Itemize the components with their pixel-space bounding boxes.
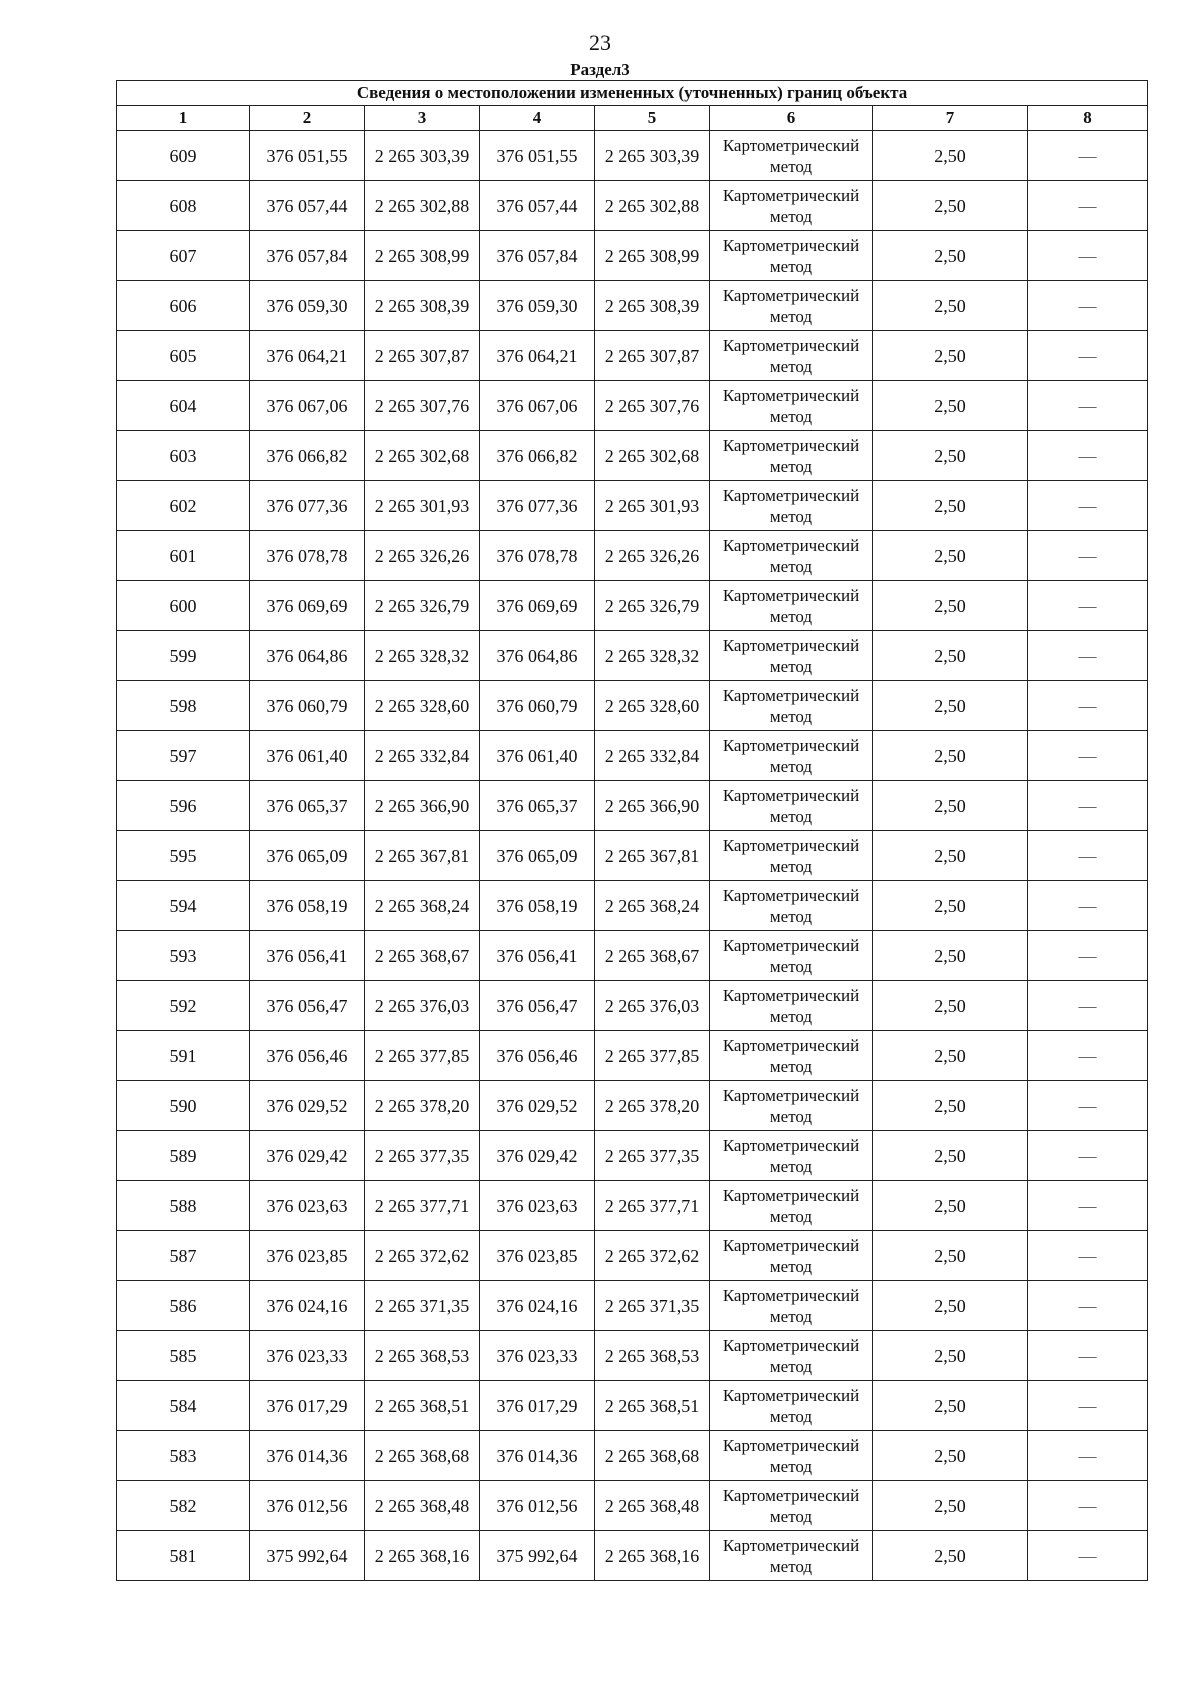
cell-y-coordinate-old: 2 265 368,24: [365, 881, 480, 931]
cell-accuracy: 2,50: [873, 131, 1028, 181]
cell-accuracy: 2,50: [873, 1381, 1028, 1431]
table-row: [117, 1081, 1148, 1131]
cell-x-coordinate-old: 376 056,46: [250, 1031, 365, 1081]
cell-accuracy: 2,50: [873, 581, 1028, 631]
cell-accuracy: 2,50: [873, 981, 1028, 1031]
cell-point-number: 597: [117, 731, 250, 781]
cell-note: —: [1028, 181, 1148, 231]
cell-accuracy: 2,50: [873, 1431, 1028, 1481]
cell-point-number: 592: [117, 981, 250, 1031]
cell-accuracy: 2,50: [873, 931, 1028, 981]
cell-note: —: [1028, 1481, 1148, 1531]
cell-note: —: [1028, 131, 1148, 181]
cell-x-coordinate-new: 376 065,37: [480, 781, 595, 831]
cell-y-coordinate-new: 2 265 368,51: [595, 1381, 710, 1431]
cell-method: Картометрический метод: [710, 481, 873, 531]
cell-x-coordinate-old: 375 992,64: [250, 1531, 365, 1581]
cell-x-coordinate-old: 376 061,40: [250, 731, 365, 781]
cell-x-coordinate-old: 376 056,47: [250, 981, 365, 1031]
cell-point-number: 609: [117, 131, 250, 181]
cell-note: —: [1028, 431, 1148, 481]
cell-point-number: 582: [117, 1481, 250, 1531]
cell-accuracy: 2,50: [873, 1131, 1028, 1181]
cell-y-coordinate-old: 2 265 368,68: [365, 1431, 480, 1481]
cell-y-coordinate-new: 2 265 372,62: [595, 1231, 710, 1281]
cell-accuracy: 2,50: [873, 1481, 1028, 1531]
table-row: [117, 131, 1148, 181]
cell-point-number: 589: [117, 1131, 250, 1181]
boundaries-table: [116, 80, 1148, 1581]
cell-method: Картометрический метод: [710, 1181, 873, 1231]
cell-x-coordinate-new: 376 023,33: [480, 1331, 595, 1381]
cell-y-coordinate-new: 2 265 328,60: [595, 681, 710, 731]
cell-y-coordinate-new: 2 265 377,85: [595, 1031, 710, 1081]
cell-note: —: [1028, 1081, 1148, 1131]
cell-y-coordinate-old: 2 265 326,79: [365, 581, 480, 631]
cell-x-coordinate-old: 376 060,79: [250, 681, 365, 731]
cell-method: Картометрический метод: [710, 1231, 873, 1281]
cell-note: —: [1028, 1431, 1148, 1481]
cell-y-coordinate-old: 2 265 366,90: [365, 781, 480, 831]
cell-method: Картометрический метод: [710, 181, 873, 231]
cell-method: Картометрический метод: [710, 281, 873, 331]
cell-x-coordinate-old: 376 056,41: [250, 931, 365, 981]
cell-accuracy: 2,50: [873, 431, 1028, 481]
cell-y-coordinate-new: 2 265 308,99: [595, 231, 710, 281]
cell-method: Картометрический метод: [710, 1031, 873, 1081]
cell-accuracy: 2,50: [873, 631, 1028, 681]
table-row: [117, 1331, 1148, 1381]
cell-y-coordinate-old: 2 265 376,03: [365, 981, 480, 1031]
cell-x-coordinate-new: 376 064,86: [480, 631, 595, 681]
cell-y-coordinate-old: 2 265 368,67: [365, 931, 480, 981]
cell-y-coordinate-old: 2 265 302,88: [365, 181, 480, 231]
cell-x-coordinate-new: 376 051,55: [480, 131, 595, 181]
cell-y-coordinate-old: 2 265 377,71: [365, 1181, 480, 1231]
cell-method: Картометрический метод: [710, 381, 873, 431]
cell-x-coordinate-new: 376 066,82: [480, 431, 595, 481]
cell-accuracy: 2,50: [873, 1181, 1028, 1231]
table-row: [117, 231, 1148, 281]
cell-point-number: 606: [117, 281, 250, 331]
cell-y-coordinate-new: 2 265 376,03: [595, 981, 710, 1031]
cell-y-coordinate-old: 2 265 303,39: [365, 131, 480, 181]
cell-y-coordinate-old: 2 265 368,53: [365, 1331, 480, 1381]
cell-y-coordinate-old: 2 265 368,16: [365, 1531, 480, 1581]
cell-accuracy: 2,50: [873, 731, 1028, 781]
table-row: [117, 1431, 1148, 1481]
cell-y-coordinate-new: 2 265 326,26: [595, 531, 710, 581]
table-row: [117, 1381, 1148, 1431]
cell-x-coordinate-new: 376 056,41: [480, 931, 595, 981]
table-row: [117, 881, 1148, 931]
table-row: [117, 681, 1148, 731]
cell-note: —: [1028, 331, 1148, 381]
column-header-6: 6: [710, 106, 873, 131]
cell-x-coordinate-new: 376 057,44: [480, 181, 595, 231]
cell-accuracy: 2,50: [873, 1281, 1028, 1331]
cell-point-number: 604: [117, 381, 250, 431]
cell-y-coordinate-new: 2 265 366,90: [595, 781, 710, 831]
cell-y-coordinate-old: 2 265 328,32: [365, 631, 480, 681]
cell-method: Картометрический метод: [710, 881, 873, 931]
cell-x-coordinate-old: 376 023,63: [250, 1181, 365, 1231]
cell-point-number: 599: [117, 631, 250, 681]
cell-note: —: [1028, 581, 1148, 631]
cell-point-number: 585: [117, 1331, 250, 1381]
cell-method: Картометрический метод: [710, 1481, 873, 1531]
column-header-row: [117, 106, 1148, 131]
cell-note: —: [1028, 731, 1148, 781]
cell-note: —: [1028, 1131, 1148, 1181]
table-row: [117, 181, 1148, 231]
cell-y-coordinate-old: 2 265 372,62: [365, 1231, 480, 1281]
table-row: [117, 431, 1148, 481]
cell-x-coordinate-new: 376 061,40: [480, 731, 595, 781]
cell-x-coordinate-new: 376 017,29: [480, 1381, 595, 1431]
cell-x-coordinate-old: 376 078,78: [250, 531, 365, 581]
cell-x-coordinate-old: 376 066,82: [250, 431, 365, 481]
cell-accuracy: 2,50: [873, 881, 1028, 931]
cell-x-coordinate-old: 376 069,69: [250, 581, 365, 631]
cell-y-coordinate-old: 2 265 301,93: [365, 481, 480, 531]
cell-x-coordinate-old: 376 065,37: [250, 781, 365, 831]
cell-method: Картометрический метод: [710, 831, 873, 881]
cell-y-coordinate-old: 2 265 328,60: [365, 681, 480, 731]
cell-accuracy: 2,50: [873, 531, 1028, 581]
cell-x-coordinate-old: 376 024,16: [250, 1281, 365, 1331]
cell-x-coordinate-new: 376 067,06: [480, 381, 595, 431]
table-row: [117, 1481, 1148, 1531]
cell-accuracy: 2,50: [873, 1331, 1028, 1381]
cell-x-coordinate-new: 375 992,64: [480, 1531, 595, 1581]
cell-method: Картометрический метод: [710, 931, 873, 981]
cell-method: Картометрический метод: [710, 431, 873, 481]
cell-note: —: [1028, 531, 1148, 581]
table-row: [117, 481, 1148, 531]
cell-accuracy: 2,50: [873, 781, 1028, 831]
table-row: [117, 931, 1148, 981]
cell-x-coordinate-new: 376 056,47: [480, 981, 595, 1031]
cell-point-number: 588: [117, 1181, 250, 1231]
cell-method: Картометрический метод: [710, 1331, 873, 1381]
cell-accuracy: 2,50: [873, 1031, 1028, 1081]
column-header-3: 3: [365, 106, 480, 131]
cell-y-coordinate-new: 2 265 301,93: [595, 481, 710, 531]
table-row: [117, 1131, 1148, 1181]
cell-x-coordinate-new: 376 078,78: [480, 531, 595, 581]
cell-accuracy: 2,50: [873, 1231, 1028, 1281]
cell-point-number: 594: [117, 881, 250, 931]
cell-y-coordinate-new: 2 265 368,67: [595, 931, 710, 981]
cell-x-coordinate-old: 376 014,36: [250, 1431, 365, 1481]
cell-method: Картометрический метод: [710, 581, 873, 631]
cell-point-number: 587: [117, 1231, 250, 1281]
cell-y-coordinate-old: 2 265 302,68: [365, 431, 480, 481]
table-row: [117, 1231, 1148, 1281]
cell-accuracy: 2,50: [873, 831, 1028, 881]
cell-note: —: [1028, 1031, 1148, 1081]
cell-accuracy: 2,50: [873, 1081, 1028, 1131]
cell-note: —: [1028, 631, 1148, 681]
page-number: 23: [589, 30, 611, 55]
cell-x-coordinate-new: 376 023,63: [480, 1181, 595, 1231]
cell-x-coordinate-old: 376 064,86: [250, 631, 365, 681]
cell-x-coordinate-old: 376 065,09: [250, 831, 365, 881]
table-row: [117, 1281, 1148, 1331]
table-title: Сведения о местоположении измененных (уточненных) границ объекта: [117, 81, 1148, 106]
cell-x-coordinate-new: 376 069,69: [480, 581, 595, 631]
cell-y-coordinate-old: 2 265 308,39: [365, 281, 480, 331]
cell-y-coordinate-new: 2 265 377,71: [595, 1181, 710, 1231]
cell-y-coordinate-new: 2 265 302,88: [595, 181, 710, 231]
cell-x-coordinate-new: 376 077,36: [480, 481, 595, 531]
table-row: [117, 831, 1148, 881]
cell-accuracy: 2,50: [873, 281, 1028, 331]
cell-y-coordinate-old: 2 265 371,35: [365, 1281, 480, 1331]
cell-x-coordinate-old: 376 058,19: [250, 881, 365, 931]
cell-y-coordinate-old: 2 265 378,20: [365, 1081, 480, 1131]
cell-x-coordinate-old: 376 057,44: [250, 181, 365, 231]
cell-point-number: 598: [117, 681, 250, 731]
table-body: [117, 131, 1148, 1581]
cell-y-coordinate-old: 2 265 368,51: [365, 1381, 480, 1431]
cell-note: —: [1028, 931, 1148, 981]
cell-y-coordinate-new: 2 265 308,39: [595, 281, 710, 331]
cell-method: Картометрический метод: [710, 681, 873, 731]
cell-y-coordinate-new: 2 265 326,79: [595, 581, 710, 631]
cell-x-coordinate-old: 376 051,55: [250, 131, 365, 181]
cell-point-number: 600: [117, 581, 250, 631]
cell-x-coordinate-new: 376 065,09: [480, 831, 595, 881]
cell-x-coordinate-old: 376 057,84: [250, 231, 365, 281]
cell-point-number: 590: [117, 1081, 250, 1131]
cell-method: Картометрический метод: [710, 231, 873, 281]
cell-y-coordinate-old: 2 265 332,84: [365, 731, 480, 781]
cell-x-coordinate-new: 376 057,84: [480, 231, 595, 281]
table-row: [117, 281, 1148, 331]
cell-point-number: 602: [117, 481, 250, 531]
cell-note: —: [1028, 1381, 1148, 1431]
cell-x-coordinate-old: 376 064,21: [250, 331, 365, 381]
table-row: [117, 1531, 1148, 1581]
table-row: [117, 1031, 1148, 1081]
cell-y-coordinate-new: 2 265 368,16: [595, 1531, 710, 1581]
cell-x-coordinate-new: 376 023,85: [480, 1231, 595, 1281]
cell-note: —: [1028, 1181, 1148, 1231]
cell-point-number: 586: [117, 1281, 250, 1331]
cell-x-coordinate-old: 376 029,52: [250, 1081, 365, 1131]
cell-y-coordinate-old: 2 265 368,48: [365, 1481, 480, 1531]
cell-y-coordinate-new: 2 265 368,24: [595, 881, 710, 931]
cell-x-coordinate-old: 376 012,56: [250, 1481, 365, 1531]
cell-note: —: [1028, 281, 1148, 331]
cell-method: Картометрический метод: [710, 531, 873, 581]
cell-note: —: [1028, 881, 1148, 931]
cell-note: —: [1028, 831, 1148, 881]
cell-method: Картометрический метод: [710, 631, 873, 681]
cell-note: —: [1028, 1281, 1148, 1331]
cell-note: —: [1028, 781, 1148, 831]
cell-x-coordinate-new: 376 056,46: [480, 1031, 595, 1081]
cell-method: Картометрический метод: [710, 1131, 873, 1181]
column-header-1: 1: [117, 106, 250, 131]
section-title: Раздел3: [570, 60, 630, 79]
cell-x-coordinate-new: 376 058,19: [480, 881, 595, 931]
cell-note: —: [1028, 1531, 1148, 1581]
column-header-7: 7: [873, 106, 1028, 131]
cell-y-coordinate-old: 2 265 326,26: [365, 531, 480, 581]
cell-method: Картометрический метод: [710, 131, 873, 181]
table-row: [117, 331, 1148, 381]
cell-y-coordinate-new: 2 265 378,20: [595, 1081, 710, 1131]
column-header-4: 4: [480, 106, 595, 131]
cell-method: Картометрический метод: [710, 1081, 873, 1131]
cell-accuracy: 2,50: [873, 681, 1028, 731]
cell-point-number: 591: [117, 1031, 250, 1081]
cell-note: —: [1028, 231, 1148, 281]
cell-y-coordinate-new: 2 265 377,35: [595, 1131, 710, 1181]
cell-point-number: 581: [117, 1531, 250, 1581]
column-header-2: 2: [250, 106, 365, 131]
cell-x-coordinate-old: 376 017,29: [250, 1381, 365, 1431]
cell-point-number: 583: [117, 1431, 250, 1481]
cell-y-coordinate-old: 2 265 307,87: [365, 331, 480, 381]
cell-x-coordinate-old: 376 023,85: [250, 1231, 365, 1281]
cell-y-coordinate-new: 2 265 302,68: [595, 431, 710, 481]
cell-point-number: 607: [117, 231, 250, 281]
cell-x-coordinate-old: 376 059,30: [250, 281, 365, 331]
cell-note: —: [1028, 681, 1148, 731]
cell-accuracy: 2,50: [873, 481, 1028, 531]
cell-note: —: [1028, 981, 1148, 1031]
cell-y-coordinate-new: 2 265 367,81: [595, 831, 710, 881]
cell-point-number: 595: [117, 831, 250, 881]
cell-note: —: [1028, 481, 1148, 531]
cell-y-coordinate-new: 2 265 368,53: [595, 1331, 710, 1381]
cell-x-coordinate-new: 376 060,79: [480, 681, 595, 731]
cell-y-coordinate-new: 2 265 368,48: [595, 1481, 710, 1531]
cell-x-coordinate-new: 376 024,16: [480, 1281, 595, 1331]
cell-x-coordinate-old: 376 067,06: [250, 381, 365, 431]
table-row: [117, 731, 1148, 781]
cell-y-coordinate-new: 2 265 307,87: [595, 331, 710, 381]
cell-x-coordinate-new: 376 014,36: [480, 1431, 595, 1481]
cell-method: Картометрический метод: [710, 781, 873, 831]
cell-y-coordinate-new: 2 265 368,68: [595, 1431, 710, 1481]
cell-point-number: 608: [117, 181, 250, 231]
cell-note: —: [1028, 381, 1148, 431]
cell-y-coordinate-new: 2 265 371,35: [595, 1281, 710, 1331]
cell-point-number: 596: [117, 781, 250, 831]
cell-method: Картометрический метод: [710, 1531, 873, 1581]
column-header-8: 8: [1028, 106, 1148, 131]
cell-method: Картометрический метод: [710, 981, 873, 1031]
cell-x-coordinate-new: 376 064,21: [480, 331, 595, 381]
table-row: [117, 631, 1148, 681]
cell-note: —: [1028, 1231, 1148, 1281]
cell-y-coordinate-new: 2 265 328,32: [595, 631, 710, 681]
cell-x-coordinate-new: 376 029,52: [480, 1081, 595, 1131]
cell-method: Картометрический метод: [710, 331, 873, 381]
cell-point-number: 593: [117, 931, 250, 981]
cell-y-coordinate-new: 2 265 303,39: [595, 131, 710, 181]
cell-y-coordinate-new: 2 265 332,84: [595, 731, 710, 781]
cell-x-coordinate-old: 376 023,33: [250, 1331, 365, 1381]
cell-y-coordinate-old: 2 265 377,85: [365, 1031, 480, 1081]
table-row: [117, 581, 1148, 631]
cell-y-coordinate-old: 2 265 308,99: [365, 231, 480, 281]
cell-point-number: 603: [117, 431, 250, 481]
cell-point-number: 601: [117, 531, 250, 581]
cell-x-coordinate-new: 376 012,56: [480, 1481, 595, 1531]
cell-method: Картометрический метод: [710, 1381, 873, 1431]
cell-accuracy: 2,50: [873, 381, 1028, 431]
cell-point-number: 605: [117, 331, 250, 381]
table-row: [117, 531, 1148, 581]
cell-y-coordinate-new: 2 265 307,76: [595, 381, 710, 431]
table-row: [117, 1181, 1148, 1231]
table-row: [117, 381, 1148, 431]
cell-point-number: 584: [117, 1381, 250, 1431]
cell-y-coordinate-old: 2 265 307,76: [365, 381, 480, 431]
column-header-5: 5: [595, 106, 710, 131]
cell-accuracy: 2,50: [873, 181, 1028, 231]
cell-x-coordinate-new: 376 059,30: [480, 281, 595, 331]
cell-method: Картометрический метод: [710, 1281, 873, 1331]
cell-method: Картометрический метод: [710, 1431, 873, 1481]
cell-x-coordinate-old: 376 029,42: [250, 1131, 365, 1181]
cell-y-coordinate-old: 2 265 377,35: [365, 1131, 480, 1181]
cell-x-coordinate-old: 376 077,36: [250, 481, 365, 531]
cell-accuracy: 2,50: [873, 1531, 1028, 1581]
cell-y-coordinate-old: 2 265 367,81: [365, 831, 480, 881]
table-row: [117, 981, 1148, 1031]
cell-accuracy: 2,50: [873, 231, 1028, 281]
cell-accuracy: 2,50: [873, 331, 1028, 381]
table-row: [117, 781, 1148, 831]
cell-note: —: [1028, 1331, 1148, 1381]
cell-x-coordinate-new: 376 029,42: [480, 1131, 595, 1181]
cell-method: Картометрический метод: [710, 731, 873, 781]
